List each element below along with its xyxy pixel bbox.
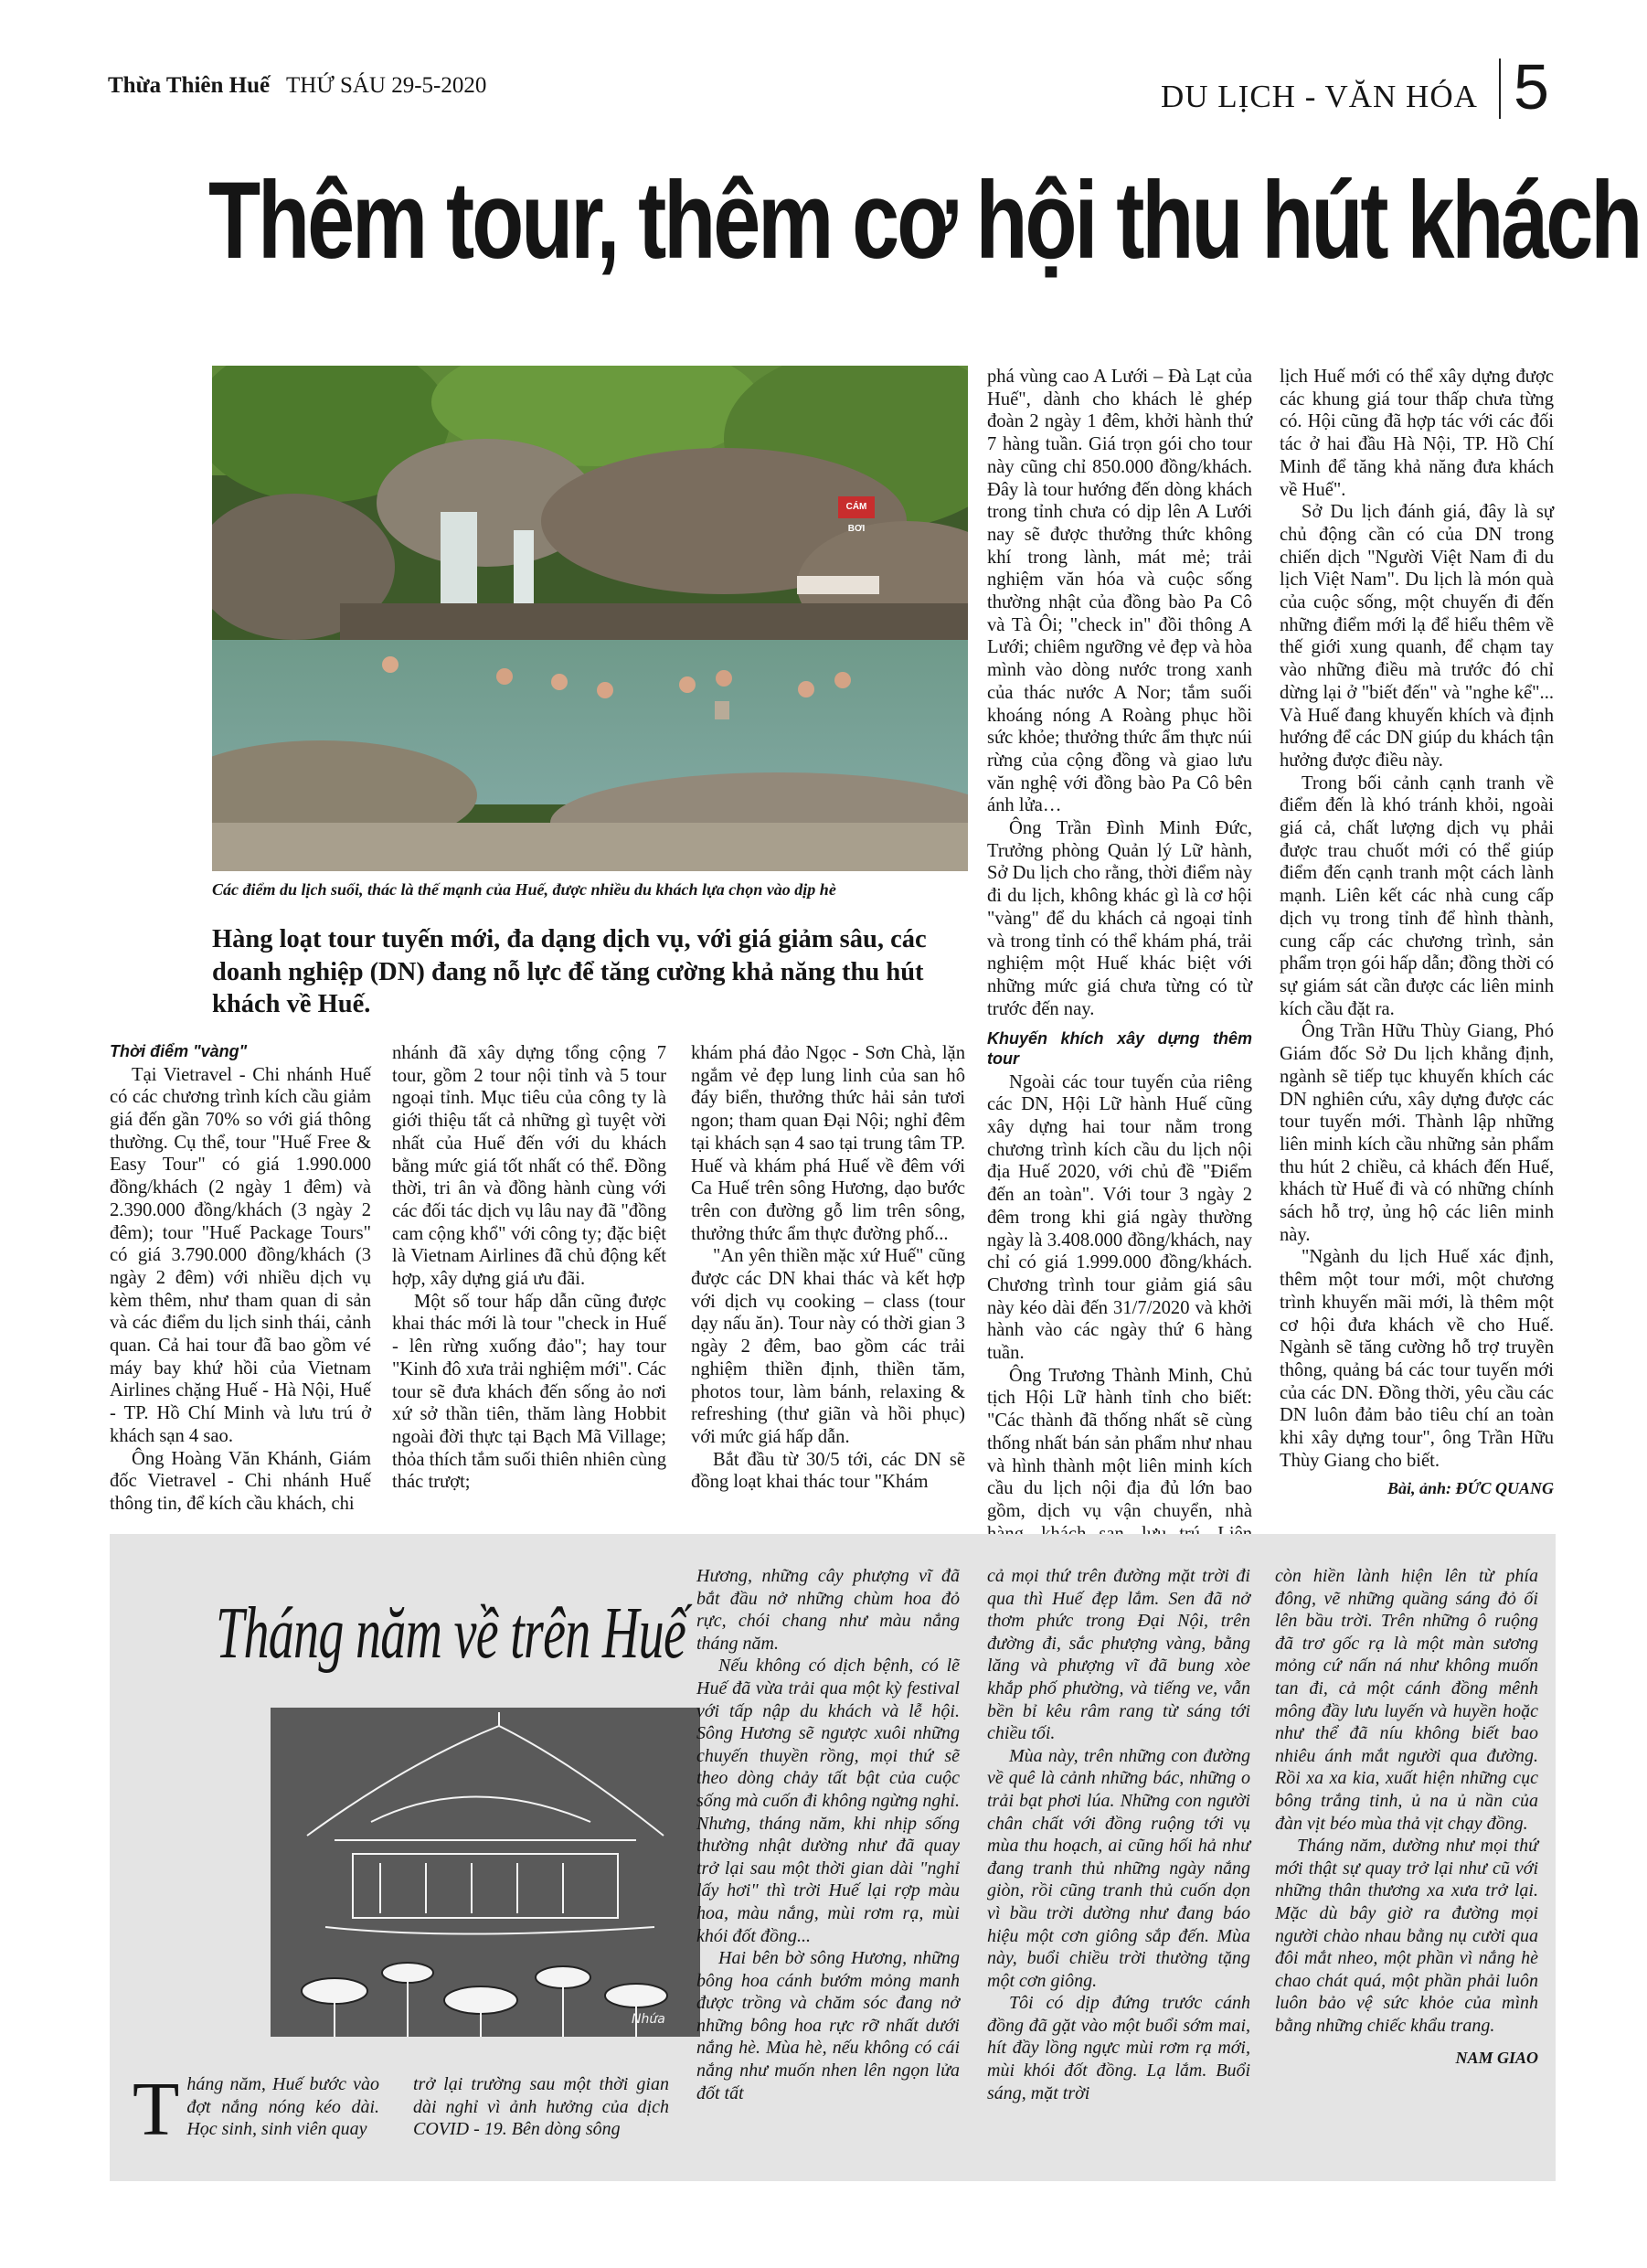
essay-paragraph: háng năm, Huế bước vào đợt nắng nóng kéo dài. Học sinh, sinh viên quay (186, 2074, 379, 2140)
paragraph: "Ngành du lịch Huế xác định, thêm một tour mới, một chương trình khuyến mãi mới, là thêm một cơ hội đưa khách về cho Huế. Ngành sẽ tăng cường hỗ trợ truyền thông, quảng bá các tour tuyến mới của các DN. Đồng thời, yêu cầu các DN luôn đảm bảo tiêu chí an toàn khi xây dựng tour", ông Trần Hữu Thùy Giang cho biết. (1280, 1247, 1554, 1471)
paragraph: Ngoài các tour tuyến của riêng các DN, Hội Lữ hành Huế cũng xây dựng hai tour nằm trong chương trình kích cầu du lịch nội địa Huế 2020, với chủ đề "Điểm đến an toàn". Với tour 3 ngày 2 đêm trong khi giá ngày thường ngày là 3.408.000 đồng/khách, nay chỉ có giá 1.999.000 đồng/khách. Chương trình tour giảm giá sâu này kéo dài đến 31/7/2020 và khởi hành vào các ngày thứ 6 hàng tuần. (987, 1071, 1252, 1364)
section-name: DU LỊCH - VĂN HÓA (1161, 79, 1478, 114)
paragraph: nhánh đã xây dựng tổng cộng 7 tour, gồm 2 tour nội tỉnh và 5 tour ngoại tỉnh. Mục tiêu của công ty là giới thiệu tất cả những gì tuyệt vời nhất của Huế đến với du khách bằng mức giá tốt nhất có thể. Đồng thời, tri ân và đồng hành cùng với các đối tác dịch vụ lâu nay đã "đồng cam cộng khổ" với công ty; đặc biệt là Vietnam Airlines đã chủ động kết hợp, xây dựng giá ưu đãi. (392, 1043, 666, 1290)
essay-column-3 (696, 1565, 960, 2104)
essay-paragraph: Mùa này, trên những con đường về quê là cảnh những bác, những o trải bạt phơi lúa. Những con người chân chất với đồng ruộng tới vụ mùa thu hoạch, ai cũng hối hả như đang tranh thủ những ngày nắng giòn, rồi cũng tranh thủ cuốn dọn vì bầu trời dường như đang báo hiệu một cơn giông sắp đến. Mùa này, buổi chiều trời thường tặng một cơn giông. (987, 1745, 1250, 1991)
article-column-3 (691, 1042, 965, 1494)
paragraph: Sở Du lịch đánh giá, đây là sự chủ động cần có của DN trong chiến dịch "Người Việt Nam đi du lịch Việt Nam". Du lịch là món quà của cuộc sống, một chuyến đi đến những điểm mới lạ để hiểu thêm về thế giới xung quanh, để chạm tay vào những điều mà trước đó chỉ dừng lại ở "biết đến" và "nghe kể"... Và Huế đang khuyến khích và định hướng để các DN giúp du khách tận hưởng được điều này. (1280, 502, 1554, 771)
paragraph: Tại Vietravel - Chi nhánh Huế có các chương trình kích cầu giảm giá đến gần 70% so với giá thông thường. Cụ thể, tour "Huế Free & Easy Tour" có giá 1.990.000 đồng/khách (2 ngày 1 đêm) và 2.390.000 đồng/khách (3 ngày 2 đêm); tour "Huế Package Tours" có giá 3.790.000 đồng/khách (3 ngày 2 đêm) với nhiều dịch vụ kèm thêm, như tham quan di sản và các điểm du lịch sinh thái, cảnh quan. Cả hai tour đã bao gồm vé máy bay khứ hồi của Vietnam Airlines chặng Huế - Hà Nội, Huế - TP. Hồ Chí Minh và lưu trú ở khách sạn 4 sao. (110, 1064, 371, 1446)
palace-sketch-illustration (271, 1708, 700, 2037)
waterfall-photo (212, 366, 968, 871)
paragraph: phá vùng cao A Lưới – Đà Lạt của Huế", dành cho khách lẻ ghép đoàn 2 ngày 1 đêm, khởi hành thứ 7 hàng tuần. Giá trọn gói cho tour này cũng chỉ 850.000 đồng/khách. Đây là tour hướng đến dòng khách trong tỉnh chưa có dịp lên A Lưới nay sẽ được thưởng thức không khí trong lành, mát mẻ; trải nghiệm văn hóa và cuộc sống thường nhật của đồng bào Pa Cô và Tà Ôi; "check in" đồi thông A Lưới; chiêm ngưỡng vẻ đẹp và hòa mình vào dòng nước trong xanh của thác nước A Nor; tắm suối khoáng nóng A Roàng phục hồi sức khỏe; thưởng thức ẩm thực núi rừng của cộng đồng và giao lưu văn nghệ với đồng bào Pa Cô bên ánh lửa… (987, 367, 1252, 816)
essay-column-5 (1275, 1565, 1538, 2069)
sketch-signature: Nhứa (632, 2012, 665, 2027)
paragraph: Ông Trần Đình Minh Đức, Trưởng phòng Quản lý Lữ hành, Sở Du lịch cho rằng, thời điểm này đi du lịch, không khác gì là cơ hội "vàng" để du khách cả ngoại tỉnh và trong tỉnh có thể khám phá, trải nghiệm một Huế khác biệt với những mức giá chưa từng có từ trước đến nay. (987, 818, 1252, 1019)
article-title: Thêm tour, thêm cơ hội thu hút khách (208, 159, 1641, 282)
essay-paragraph: Tháng năm, dường như mọi thứ mới thật sự quay trở lại như cũ với những thân thương xa xưa trở lại. Mặc dù bây giờ ra đường mọi người chào nhau bằng nụ cười qua đôi mắt nheo, một phần vì nắng hè chao chát quá, một phần phải luôn luôn bảo vệ sức khỏe của mình bằng những chiếc khẩu trang. (1275, 1836, 1538, 2036)
article-column-1 (110, 1042, 371, 1516)
essay-paragraph: Tôi có dịp đứng trước cánh đồng đã gặt vào một buổi sớm mai, hít đầy lồng ngực mùi rơm rạ mới, mùi khói đốt đồng. Lạ lắm. Buổi sáng, mặt trời (987, 1993, 1250, 2103)
drop-cap: T (133, 2067, 180, 2152)
article-column-4 (987, 366, 1252, 1568)
essay-column-2 (413, 2073, 669, 2141)
paragraph: Trong bối cảnh cạnh tranh về điểm đến là khó tránh khỏi, ngoài giá cả, chất lượng dịch vụ phải được trau chuốt mới có thể giúp điểm đến cạnh tranh một cách lành mạnh. Liên kết các nhà cung cấp dịch vụ trong tỉnh để hình thành, cung cấp các chương trình, sản phẩm trọn gói hấp dẫn; đồng thời có sự giám sát cần được các liên minh kích cầu đặt ra. (1280, 772, 1554, 1019)
article-column-2 (392, 1042, 666, 1494)
essay-author: NAM GIAO (1455, 2049, 1538, 2068)
essay-paragraph: trở lại trường sau một thời gian dài nghỉ vì ảnh hưởng của dịch COVID - 19. Bên dòng sông (413, 2074, 669, 2140)
essay-paragraph: Hương, những cây phượng vĩ đã bắt đầu nở những chùm hoa đỏ rực, chói chang như màu nắng tháng năm. (696, 1566, 960, 1654)
essay-sketch (271, 1708, 700, 2037)
essay-column-4 (987, 1565, 1250, 2104)
article-photo (212, 366, 968, 871)
photo-caption: Các điểm du lịch suối, thác là thế mạnh của Huế, được nhiều du khách lựa chọn vào dịp hè (212, 880, 836, 899)
paragraph: "An yên thiền mặc xứ Huế" cũng được các DN khai thác và kết hợp với dịch vụ cooking – class (tour dạy nấu ăn). Tour này có thời gian 3 ngày 2 đêm, bao gồm các trải nghiệm thiền định, thiền tăm, photos tour, làm bánh, relaxing & refreshing (thư giãn và hồi phục) với mức giá hấp dẫn. (691, 1246, 965, 1447)
essay-paragraph: còn hiền lành hiện lên từ phía đông, vẽ những quầng sáng đỏ ối lên bầu trời. Trên những ô ruộng đã trơ gốc rạ là một màn sương mỏng cứ nấn ná như không muốn tan đi, cả một cánh đồng mênh mông đầy lưu luyến và huyền hoặc như thể đã níu không biết bao nhiêu ánh mắt người qua đường. Rồi xa xa kia, xuất hiện những cục bông trắng tinh, ủ na ủ nần của đàn vịt béo mùa thả vịt chạy đồng. (1275, 1566, 1538, 1834)
subheading-golden-time: Thời điểm "vàng" (110, 1042, 248, 1060)
no-swimming-sign: CÁM BƠI (838, 496, 875, 518)
issue-date: THỨ SÁU 29-5-2020 (286, 73, 487, 98)
paragraph: lịch Huế mới có thể xây dựng được các khung giá tour thấp chưa từng có. Hội cũng đã hợp tác với các đối tác ở hai đầu Hà Nội, TP. Hồ Chí Minh để tăng khả năng đưa khách về Huế". (1280, 367, 1554, 500)
essay-paragraph: Hai bên bờ sông Hương, những bông hoa cánh bướm mỏng manh được trồng và chăm sóc đang nở những bông hoa rực rỡ nhất dưới nắng hè. Mùa hè, nếu không có cái nắng như muốn nhen lên ngọn lửa đốt tất (696, 1948, 960, 2103)
paragraph: Ông Trương Thành Minh, Chủ tịch Hội Lữ hành tỉnh cho biết: "Các thành đã thống nhất sẽ cùng thống nhất bán sản phẩm như nhau và hình thành một liên minh kích cầu du lịch nội địa đủ lớn bao gồm, dịch vụ vận chuyển, nhà (987, 1365, 1252, 1521)
essay-paragraph: Nếu không có dịch bệnh, có lẽ Huế đã vừa trải qua một kỳ festival với tấp nập du khách và lễ hội. Sông Hương sẽ ngược xuôi những chuyến thuyền rồng, mọi thứ sẽ theo dòng chảy tất bật của cuộc sống mà cuốn đi không ngừng nghỉ. Nhưng, tháng năm, khi nhịp sống thường nhật dường như đã quay trở lại sau một thời gian dài "nghỉ lấy hơi" thì trời Huế lại rợp màu hoa, màu nắng, mùi rơm rạ, mùi khói đốt đồng... (696, 1656, 960, 1946)
subheading-encourage-tours: Khuyến khích xây dựng thêm tour (987, 1029, 1252, 1068)
essay-column-1 (133, 2067, 379, 2152)
essay-title: Tháng năm về trên Huế (216, 1593, 686, 1674)
essay-paragraph: cả mọi thứ trên đường mặt trời đi qua thì Huế đẹp lắm. Sen đã nở thơm phức trong Đại Nội, trên đường đi, sắc phượng vàng, bằng lăng và phượng vĩ đã bung xòe khắp phố phường, và tiếng ve, vẫn bền bỉ kêu râm rang từ sáng tới chiều tối. (987, 1566, 1250, 1744)
paragraph: Ông Hoàng Văn Khánh, Giám đốc Vietravel - Chi nhánh Huế thông tin, để kích cầu khách, chi (110, 1448, 371, 1514)
header-divider (1499, 59, 1501, 119)
paragraph: Bắt đầu từ 30/5 tới, các DN sẽ đồng loạt khai thác tour "Khám (691, 1449, 965, 1493)
article-byline: Bài, ảnh: ĐỨC QUANG (1387, 1479, 1554, 1498)
article-column-5 (1280, 366, 1554, 1499)
paragraph: Một số tour hấp dẫn cũng được khai thác mới là tour "check in Huế - lên rừng xuống đảo"; hay tour "Kinh đô xưa trải nghiệm mới". Các tour sẽ đưa khách đến sống ảo nơi xứ sở thần tiên, thăm làng Hobbit ngoài đời thực tại Bạch Mã Village; thỏa thích tắm suối thiên nhiên cùng thác trượt; (392, 1291, 666, 1493)
paragraph: khám phá đảo Ngọc - Sơn Chà, lặn ngắm vẻ đẹp lung linh của san hô đáy biển, thưởng thức hải sản tươi ngon; tham quan Đại Nội; nghỉ đêm tại khách sạn 4 sao tại trung tâm TP. Huế và khám phá Huế về đêm với Ca Huế trên sông Hương, dạo bước trên con đường gỗ lim trên sông, thưởng thức ẩm thực đường phố... (691, 1043, 965, 1244)
page-number: 5 (1514, 51, 1549, 122)
paragraph: Ông Trần Hữu Thùy Giang, Phó Giám đốc Sở Du lịch khẳng định, ngành sẽ tiếp tục khuyến khích các DN nghiên cứu, xây dựng được các tour tuyến mới. Thành lập những liên minh kích cầu những sản phẩm thu hút 2 chiều, cả khách đến Huế, khách từ Huế đi và có những chính sách hỗ trợ, ủng hộ các liên minh này. (1280, 1021, 1554, 1245)
newspaper-brand: Thừa Thiên Huế (108, 73, 271, 98)
article-lead: Hàng loạt tour tuyến mới, đa dạng dịch vụ, với giá giảm sâu, các doanh nghiệp (DN) đang nỗ lực để tăng cường khả năng thu hút khách về Huế. (212, 925, 927, 1019)
